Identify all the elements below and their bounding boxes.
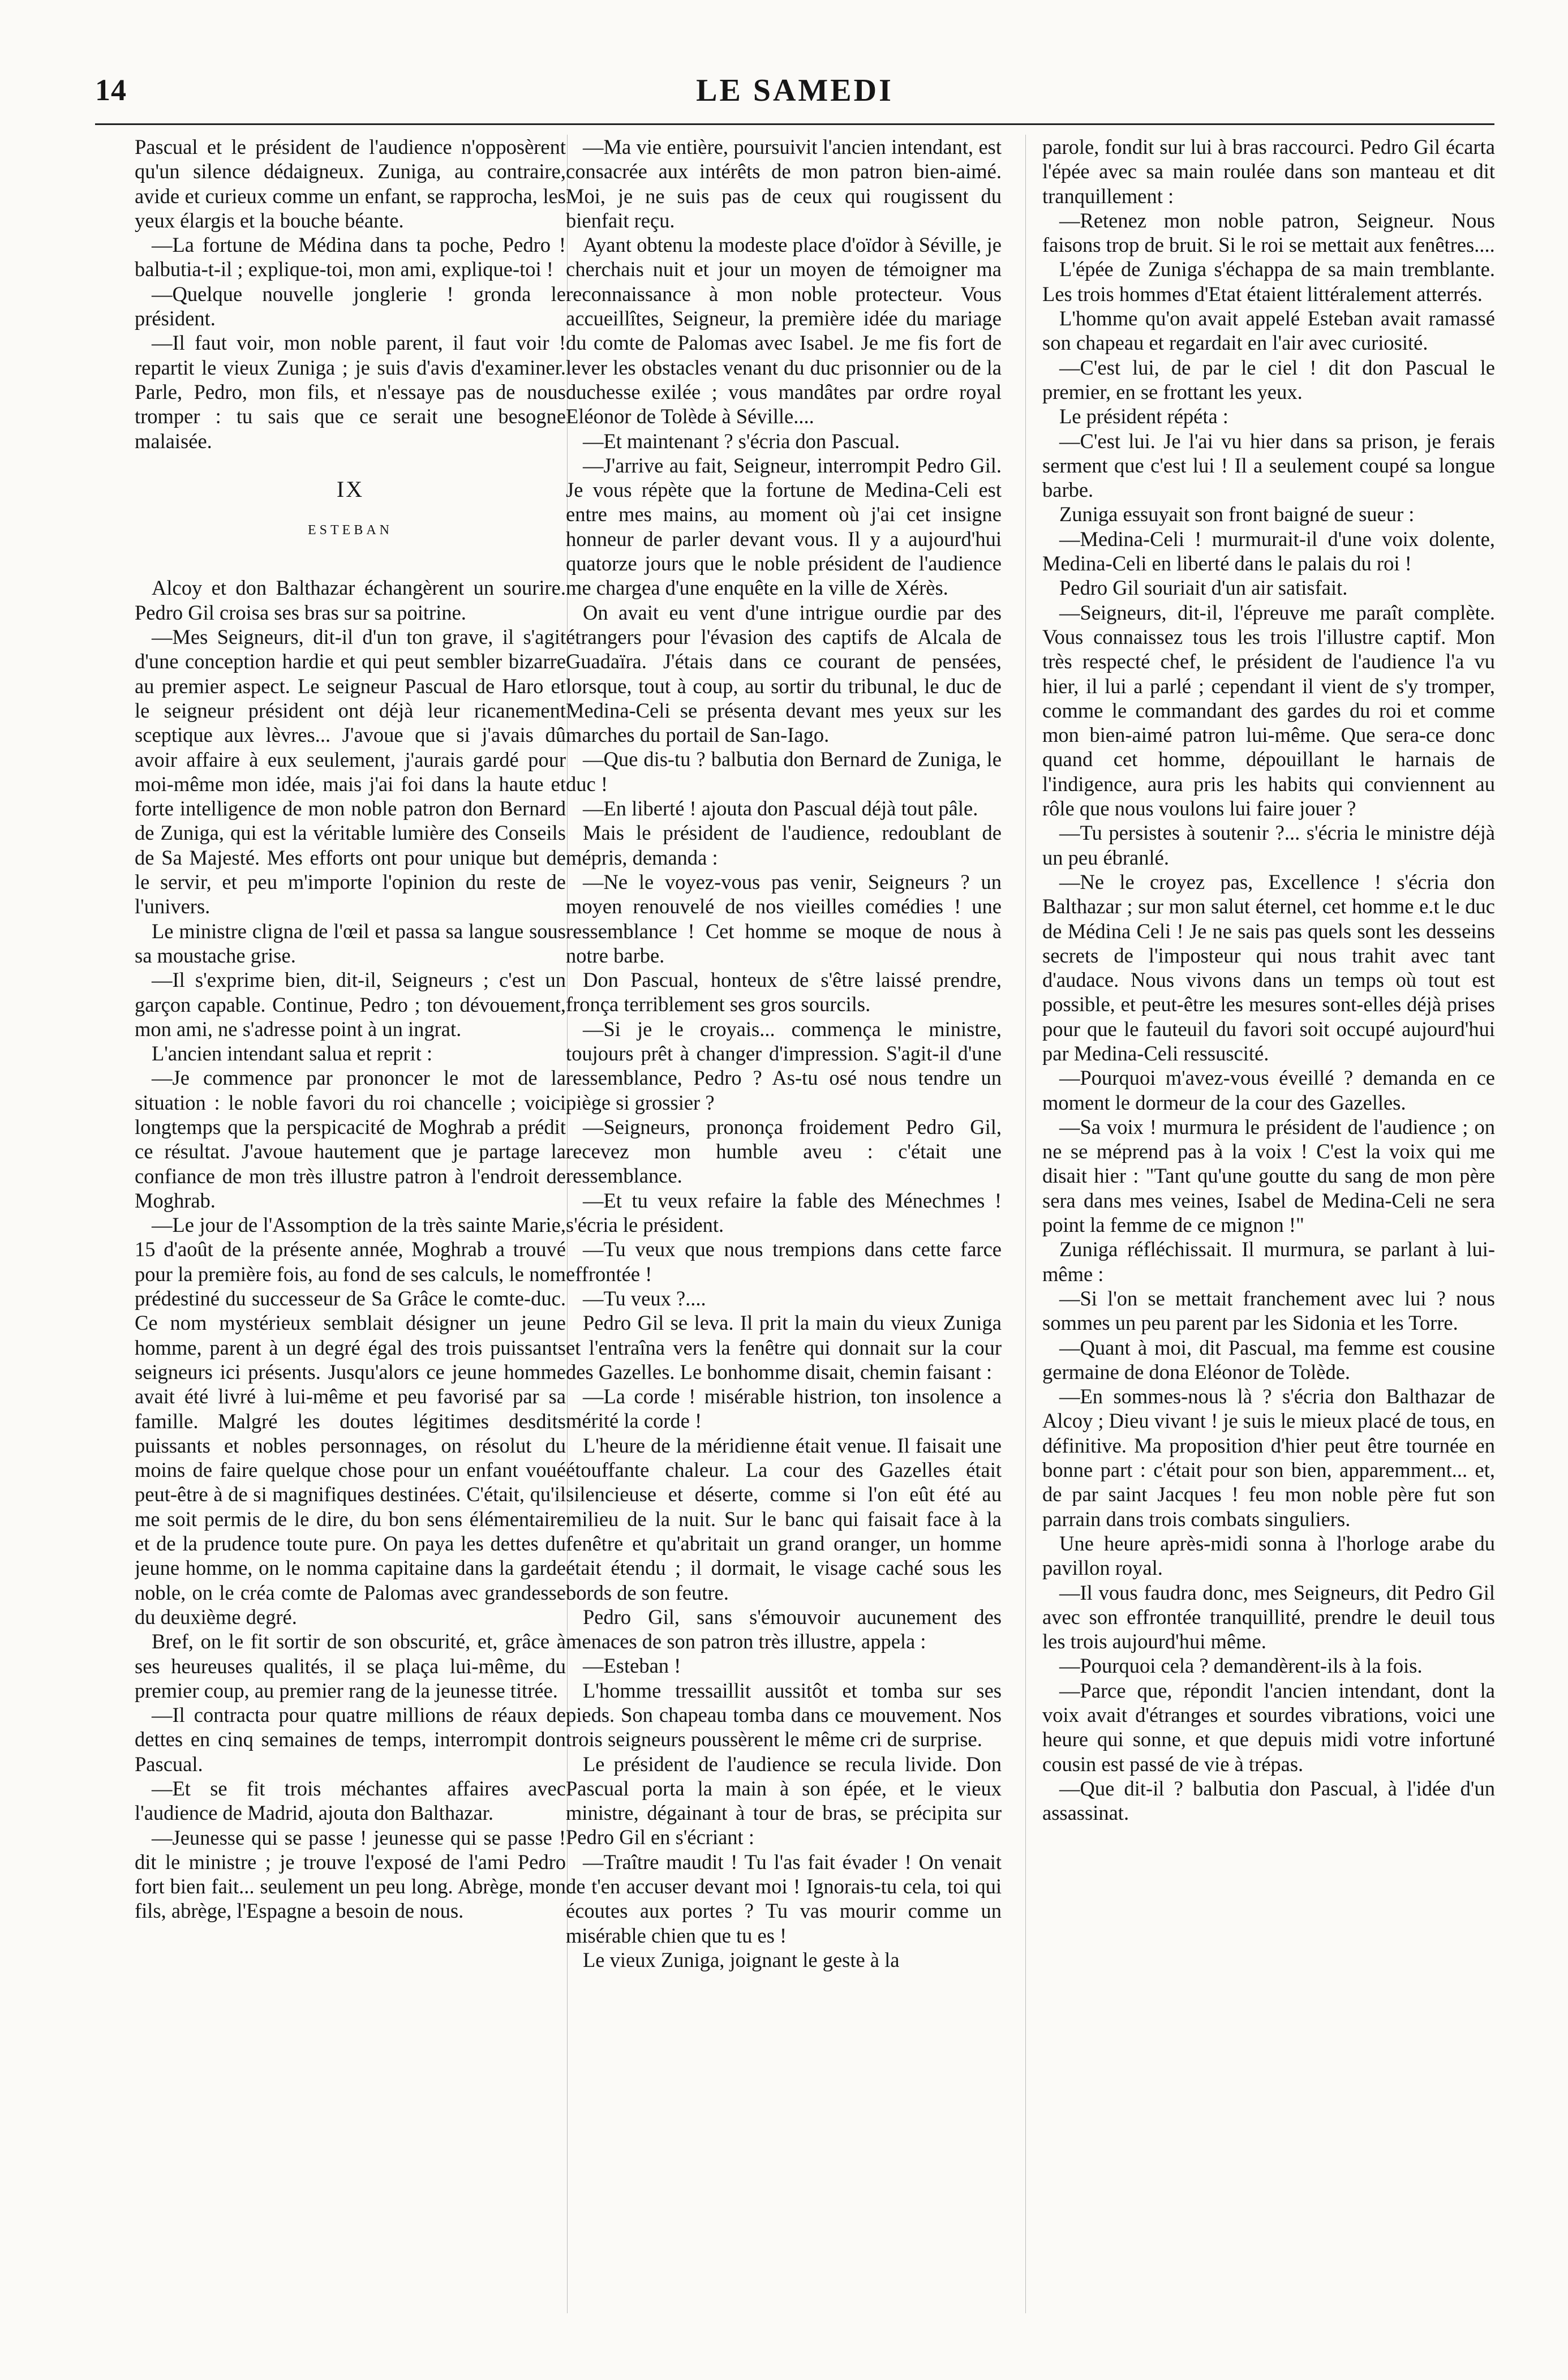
paragraph: —Retenez mon noble patron, Seigneur. Nous faisons trop de bruit. Si le roi se mettait aux fenêtres....	[1042, 208, 1495, 257]
paragraph: Une heure après-midi sonna à l'horloge arabe du pavillon royal.	[1042, 1531, 1495, 1580]
paragraph: Don Pascual, honteux de s'être laissé prendre, fronça terriblement ses gros sourcils.	[566, 968, 1002, 1016]
paragraph: L'heure de la méridienne était venue. Il faisait une étouffante chaleur. La cour des Gazelles était silencieuse et déserte, comme si l'on eût été au milieu de la nuit. Sur le banc qui faisait face à la fenêtre et qu'abritait un grand oranger, un homme était étendu ; il dormait, le visage caché sous les bords de son feutre.	[566, 1433, 1002, 1604]
column-divider	[1025, 135, 1026, 2313]
paragraph: —Medina-Celi ! murmurait-il d'une voix dolente, Medina-Celi en liberté dans le palais du roi !	[1042, 527, 1495, 575]
paragraph: On avait eu vent d'une intrigue ourdie par des étrangers pour l'évasion des captifs de Alcala de Guadaïra. J'étais dans ce courant de pensées, lorsque, tout à coup, au sortir du tribunal, le duc de Medina-Celi se présenta devant mes yeux sur les marches du portail de San-Iago.	[566, 600, 1002, 747]
paragraph: —C'est lui. Je l'ai vu hier dans sa prison, je ferais serment que c'est lui ! Il a seulement coupé sa longue barbe.	[1042, 429, 1495, 502]
paragraph: L'épée de Zuniga s'échappa de sa main tremblante. Les trois hommes d'Etat étaient littéralement atterrés.	[1042, 257, 1495, 306]
paragraph: —Il faut voir, mon noble parent, il faut voir ! repartit le vieux Zuniga ; je suis d'avis d'examiner. Parle, Pedro, mon fils, et n'essaye pas de nous tromper : tu sais que ce serait une besogne malaisée.	[135, 331, 566, 453]
text-column-2	[566, 135, 1002, 2330]
paragraph: —Il contracta pour quatre millions de réaux de dettes en cinq semaines de temps, interrompit don Pascual.	[135, 1703, 566, 1776]
page-number: 14	[95, 73, 127, 107]
paragraph: —Ma vie entière, poursuivit l'ancien intendant, est consacrée aux intérêts de mon patron bien-aimé. Moi, je ne suis pas de ceux qui rougissent du bienfait reçu.	[566, 135, 1002, 232]
paragraph: —Esteban !	[583, 1654, 681, 1678]
paragraph: Bref, on le fit sortir de son obscurité, et, grâce à ses heureuses qualités, il se plaça lui-même, du premier coup, au premier rang de la jeunesse titrée.	[135, 1630, 566, 1702]
paragraph: Ayant obtenu la modeste place d'oïdor à Séville, je cherchais nuit et jour un moyen de témoigner ma reconnaissance à mon noble protecteur. Vous accueillîtes, Seigneur, la première idée du mariage du comte de Palomas avec Isabel. Je me fis fort de lever les obstacles venant du duc prisonnier ou de la duchesse exilée ; vous mandâtes par ordre royal Eléonor de Tolède à Séville....	[566, 233, 1002, 428]
paragraph: —En liberté ! ajouta don Pascual déjà tout pâle.	[583, 797, 978, 820]
paragraph: Zuniga essuyait son front baigné de sueur :	[1059, 502, 1415, 526]
paragraph: —Seigneurs, dit-il, l'épreuve me paraît complète. Vous connaissez tous les trois l'illustre captif. Mon très respecté chef, le président de l'audience l'a vu hier, il lui a parlé ; cependant il vient de s'y tromper, comme le commandant des gardes du roi et comme mon bien-aimé patron lui-même. Que sera-ce donc quand cet homme, dépouillant le harnais de l'indigence, aura pris les habits qui conviennent au rôle que nous voulons lui faire jouer ?	[1042, 600, 1495, 820]
paragraph: —Seigneurs, prononça froidement Pedro Gil, recevez mon humble aveu : c'était une ressemblance.	[566, 1115, 1002, 1188]
paragraph: Pascual et le président de l'audience n'opposèrent qu'un silence dédaigneux. Zuniga, au contraire, avide et curieux comme un enfant, se rapprocha, les yeux élargis et la bouche béante.	[135, 135, 566, 232]
paragraph: parole, fondit sur lui à bras raccourci. Pedro Gil écarta l'épée avec sa main roulée dans son manteau et dit tranquillement :	[1042, 135, 1495, 208]
paragraph: Le président de l'audience se recula livide. Don Pascual porta la main à son épée, et le vieux ministre, dégainant à tour de bras, se précipita sur Pedro Gil en s'écriant :	[566, 1752, 1002, 1849]
paragraph: —Quelque nouvelle jonglerie ! gronda le président.	[135, 282, 566, 330]
paragraph: —Il s'exprime bien, dit-il, Seigneurs ; c'est un garçon capable. Continue, Pedro ; ton dévouement, mon ami, ne s'adresse point à un ingrat.	[135, 968, 566, 1041]
paragraph: Le vieux Zuniga, joignant le geste à la	[583, 1948, 900, 1971]
paragraph: Mais le président de l'audience, redoublant de mépris, demanda :	[566, 821, 1002, 869]
paragraph: —Jeunesse qui se passe ! jeunesse qui se passe ! dit le ministre ; je trouve l'exposé de l'ami Pedro fort bien fait... seulement un peu long. Abrège, mon fils, abrège, l'Espagne a besoin de nous.	[135, 1825, 566, 1923]
paragraph: —La fortune de Médina dans ta poche, Pedro ! balbutia-t-il ; explique-toi, mon ami, explique-toi !	[135, 233, 566, 281]
text-column-1	[135, 135, 566, 2330]
paragraph: —Et maintenant ? s'écria don Pascual.	[583, 429, 900, 453]
paragraph: —Si l'on se mettait franchement avec lui ? nous sommes un peu parent par les Sidonia et les Torre.	[1042, 1286, 1495, 1335]
paragraph: —J'arrive au fait, Seigneur, interrompit Pedro Gil. Je vous répète que la fortune de Medina-Celi est entre mes mains, au moment où j'ai cet insigne honneur de parler devant vous. Il y a aujourd'hui quatorze jours que le noble président de l'audience me chargea d'une enquête en la ville de Xérès.	[566, 453, 1002, 600]
paragraph: —C'est lui, de par le ciel ! dit don Pascual le premier, en se frottant les yeux.	[1042, 355, 1495, 403]
paragraph: —Sa voix ! murmura le président de l'audience ; on ne se méprend pas à la voix ! C'est la voix qui me disait hier : "Tant qu'une goutte du sang de mon père sera dans mes veines, Isabel de Medina-Celi ne sera point la femme de ce mignon !"	[1042, 1115, 1495, 1237]
paragraph: —Ne le croyez pas, Excellence ! s'écria don Balthazar ; sur mon salut éternel, cet homme e.t le duc de Médina Celi ! Je ne sais pas quels sont les desseins secrets de l'imposteur qui nous trahit avec tant d'audace. Nous vivons dans un temps où tout est possible, et peut-être les mesures sont-elles déjà prises pour que le fauteuil du favori soit occupé aujourd'hui par Medina-Celi ressuscité.	[1042, 870, 1495, 1065]
paragraph: —Tu persistes à soutenir ?... s'écria le ministre déjà un peu ébranlé.	[1042, 821, 1495, 869]
paragraph: —Parce que, répondit l'ancien intendant, dont la voix avait d'étranges et sourdes vibrations, voici une heure qui sonne, et que depuis midi votre infortuné cousin est passé de vie à trépas.	[1042, 1678, 1495, 1776]
paragraph: —Le jour de l'Assomption de la très sainte Marie, 15 d'août de la présente année, Moghrab a trouvé pour la première fois, au fond de ses calculs, le nom prédestiné du successeur de Sa Grâce le comte-duc. Ce nom mystérieux semblait désigner un jeune homme, parent à un degré égal des trois puissants seigneurs ici présents. Jusqu'alors ce jeune homme avait été livré à lui-même et peu favorisé par sa famille. Malgré les doutes légitimes desdits puissants et nobles personnages, on résolut du moins de faire quelque chose pour un enfant voué peut-être à de si magnifiques destinées. C'était, qu'il me soit permis de le dire, du bon sens élémentaire et de la prudence toute pure. On paya les dettes du jeune homme, on le nomma capitaine dans la garde noble, on le créa comte de Palomas avec grandesse du deuxième degré.	[135, 1213, 566, 1629]
paragraph: —Que dis-tu ? balbutia don Bernard de Zuniga, le duc !	[566, 747, 1002, 796]
page-header	[95, 72, 1494, 118]
paragraph: —Il vous faudra donc, mes Seigneurs, dit Pedro Gil avec son effrontée tranquillité, prendre le deuil tous les trois aujourd'hui même.	[1042, 1580, 1495, 1653]
chapter-title: ESTEBAN	[308, 523, 393, 538]
paragraph: Pedro Gil se leva. Il prit la main du vieux Zuniga et l'entraîna vers la fenêtre qui donnait sur la cour des Gazelles. Le bonhomme disait, chemin faisant :	[566, 1311, 1002, 1384]
paragraph: Pedro Gil souriait d'un air satisfait.	[1059, 576, 1348, 600]
paragraph: —Traître maudit ! Tu l'as fait évader ! On venait de t'en accuser devant moi ! Ignorais-tu cela, toi qui écoutes aux portes ? Tu vas mourir comme un misérable chien que tu es !	[566, 1850, 1002, 1947]
paragraph: —En sommes-nous là ? s'écria don Balthazar de Alcoy ; Dieu vivant ! je suis le mieux placé de tous, en définitive. Ma proposition d'hier peut être tournée en bonne part : c'était pour son bien, apparemment... et, de par saint Jacques ! feu mon noble père fut son parrain dans trois combats singuliers.	[1042, 1385, 1495, 1531]
paragraph: —Si je le croyais... commença le ministre, toujours prêt à changer d'impression. S'agit-il d'une ressemblance, Pedro ? As-tu osé nous tendre un piège si grossier ?	[566, 1017, 1002, 1114]
paragraph: Le président répéta :	[1059, 405, 1228, 428]
paragraph: Pedro Gil, sans s'émouvoir aucunement des menaces de son patron très illustre, appela :	[566, 1605, 1002, 1653]
chapter-number: IX	[336, 476, 364, 502]
paragraph: —Pourquoi cela ? demandèrent-ils à la fois.	[1059, 1654, 1423, 1678]
paragraph: Le ministre cligna de l'œil et passa sa langue sous sa moustache grise.	[135, 919, 566, 967]
paragraph: —Je commence par prononcer le mot de la situation : le noble favori du roi chancelle ; voici longtemps que la perspicacité de Moghrab a prédit ce résultat. J'avoue hautement que je partage la confiance de mon très illustre patron à l'endroit de Moghrab.	[135, 1066, 566, 1212]
paragraph: Alcoy et don Balthazar échangèrent un sourire. Pedro Gil croisa ses bras sur sa poitrine.	[135, 576, 566, 624]
paragraph: —Quant à moi, dit Pascual, ma femme est cousine germaine de dona Eléonor de Tolède.	[1042, 1335, 1495, 1384]
paragraph: —Tu veux que nous trempions dans cette farce effrontée !	[566, 1238, 1002, 1286]
paragraph: —Ne le voyez-vous pas venir, Seigneurs ? un moyen renouvelé de nos vieilles comédies ! une ressemblance ! Cet homme se moque de nous à notre barbe.	[566, 870, 1002, 967]
text-column-3	[1042, 135, 1495, 2330]
paragraph: L'ancien intendant salua et reprit :	[152, 1042, 433, 1066]
paragraph: —Mes Seigneurs, dit-il d'un ton grave, il s'agit d'une conception hardie et qui peut sembler bizarre au premier aspect. Le seigneur Pascual de Haro et le seigneur président ont déjà leur ricanement sceptique aux lèvres... J'avoue que si j'avais dû avoir affaire à eux seulement, j'aurais gardé pour moi-même mon idée, mais j'ai foi dans la haute et forte intelligence de mon noble patron don Bernard de Zuniga, qui est la véritable lumière des Conseils de Sa Majesté. Mes efforts ont pour unique but de le servir, et peu m'importe l'opinion du reste de l'univers.	[135, 625, 566, 918]
paragraph: —Pourquoi m'avez-vous éveillé ? demanda en ce moment le dormeur de la cour des Gazelles.	[1042, 1066, 1495, 1114]
running-title: LE SAMEDI	[696, 73, 893, 108]
paragraph: Zuniga réfléchissait. Il murmura, se parlant à lui-même :	[1042, 1238, 1495, 1286]
paragraph: —La corde ! misérable histrion, ton insolence a mérité la corde !	[566, 1385, 1002, 1433]
paragraph: L'homme tressaillit aussitôt et tomba sur ses pieds. Son chapeau tomba dans ce mouvement. Nos trois seigneurs poussèrent le même cri de surprise.	[566, 1678, 1002, 1751]
paragraph: L'homme qu'on avait appelé Esteban avait ramassé son chapeau et regardait en l'air avec curiosité.	[1042, 307, 1495, 355]
paragraph: —Et se fit trois méchantes affaires avec l'audience de Madrid, ajouta don Balthazar.	[135, 1777, 566, 1825]
paragraph: —Que dit-il ? balbutia don Pascual, à l'idée d'un assassinat.	[1042, 1776, 1495, 1825]
paragraph: —Tu veux ?....	[583, 1286, 706, 1310]
paragraph: —Et tu veux refaire la fable des Ménechmes ! s'écria le président.	[566, 1188, 1002, 1237]
header-rule	[95, 123, 1494, 125]
